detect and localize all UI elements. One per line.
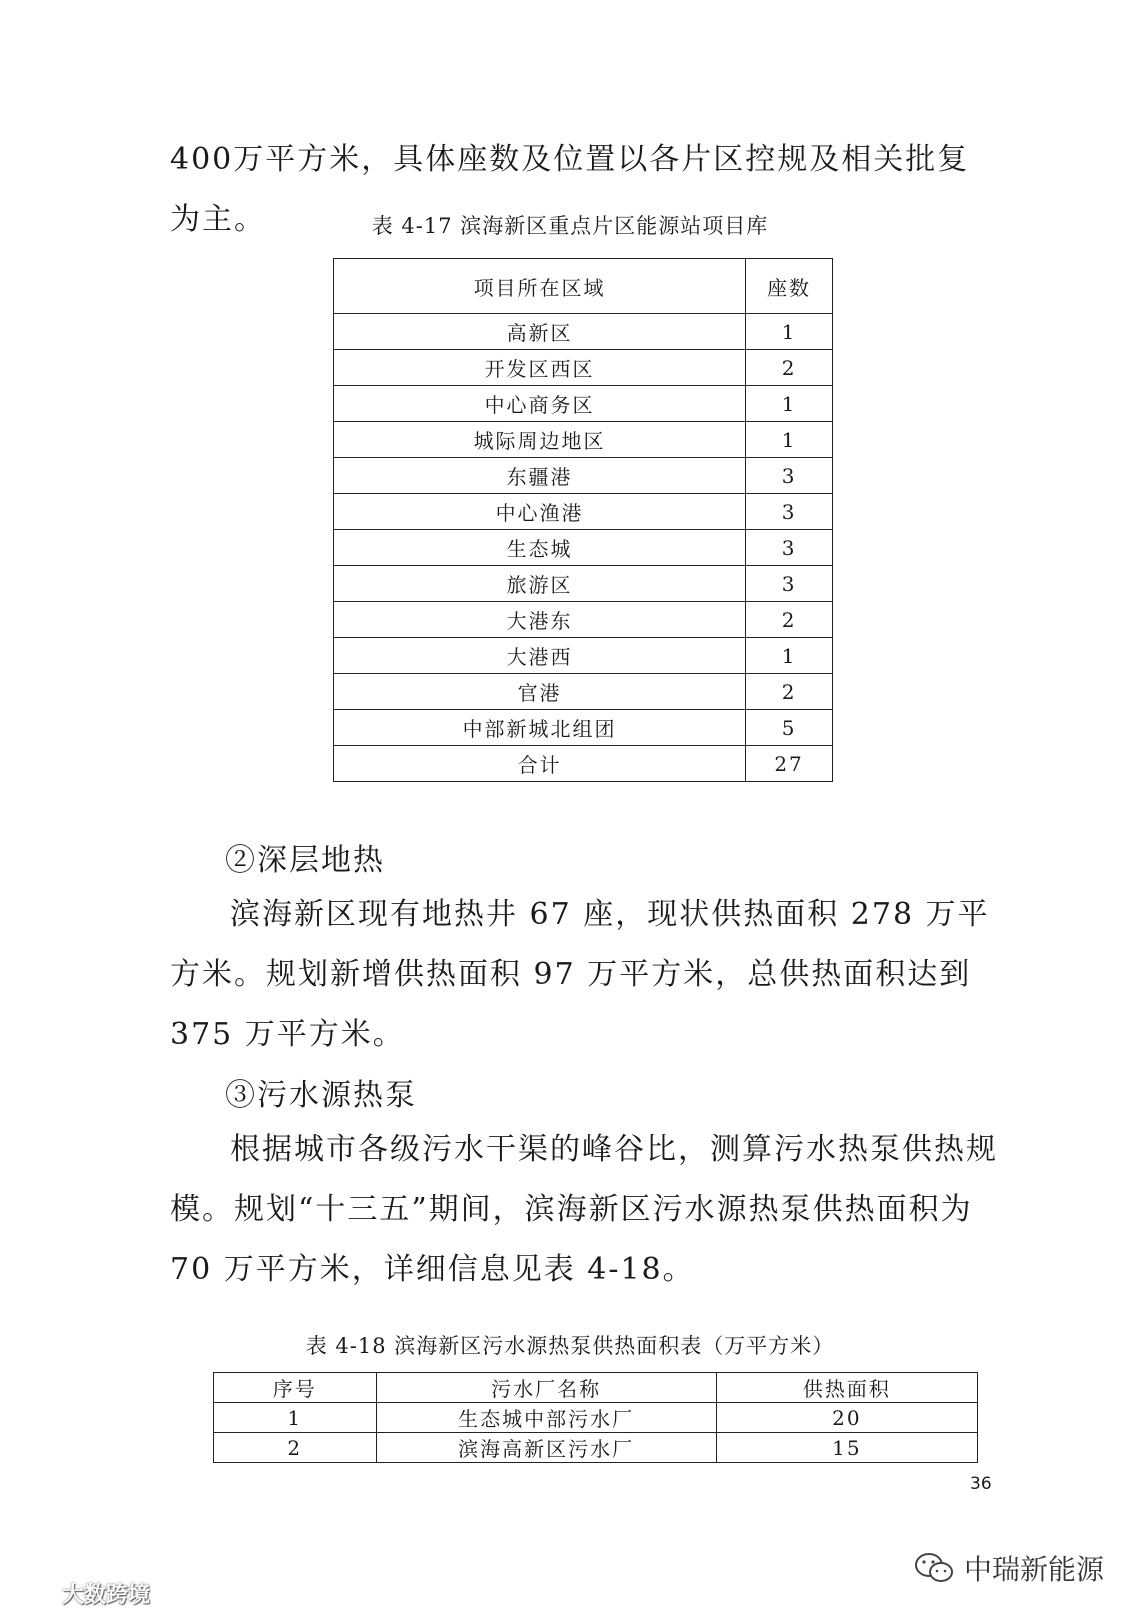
wechat-icon xyxy=(914,1551,954,1585)
logo-icon xyxy=(22,1583,56,1605)
table-header-row xyxy=(334,259,833,314)
table-cell: 开发区西区 xyxy=(334,350,746,386)
table-cell: 滨海高新区污水厂 xyxy=(376,1433,716,1463)
table-row xyxy=(334,494,833,530)
table-cell: 1 xyxy=(746,422,833,458)
table-row xyxy=(334,710,833,746)
table-cell: 15 xyxy=(716,1433,977,1463)
table-cell: 大港东 xyxy=(334,602,746,638)
section-heading-sewage-heat-pump: ③污水源热泵 xyxy=(225,1078,417,1113)
table-cell: 2 xyxy=(746,602,833,638)
table1-caption: 表 4-17 滨海新区重点片区能源站项目库 xyxy=(371,214,769,238)
header-count: 座数 xyxy=(746,259,833,314)
watermark-left-text: 大数跨境 xyxy=(62,1583,151,1608)
table-row xyxy=(334,746,833,782)
section-heading-geothermal: ②深层地热 xyxy=(225,843,385,878)
table-row xyxy=(334,422,833,458)
table-cell: 27 xyxy=(746,746,833,782)
table2-caption: 表 4-18 滨海新区污水源热泵供热面积表（万平方米） xyxy=(305,1334,835,1358)
table-cell: 1 xyxy=(214,1403,377,1433)
intro-paragraph: 400万平方米，具体座数及位置以各片区控规及相关批复为主。 xyxy=(170,142,970,237)
table-cell: 中心商务区 xyxy=(334,386,746,422)
table-row xyxy=(334,566,833,602)
table-cell: 生态城中部污水厂 xyxy=(376,1403,716,1433)
energy-station-table xyxy=(333,258,833,782)
table-header-row xyxy=(214,1373,978,1403)
header-plant-name: 污水厂名称 xyxy=(376,1373,716,1403)
table-cell: 2 xyxy=(746,674,833,710)
table-row xyxy=(334,602,833,638)
table-row xyxy=(334,638,833,674)
table-cell: 旅游区 xyxy=(334,566,746,602)
table-cell: 2 xyxy=(214,1433,377,1463)
table-cell: 城际周边地区 xyxy=(334,422,746,458)
table-row xyxy=(334,386,833,422)
table-cell: 东疆港 xyxy=(334,458,746,494)
watermark-right-text: 中瑞新能源 xyxy=(963,1553,1104,1586)
table-cell: 高新区 xyxy=(334,314,746,350)
watermark-left xyxy=(22,1578,150,1609)
table-cell: 1 xyxy=(746,386,833,422)
energy-station-table-body xyxy=(334,314,833,782)
header-seq: 序号 xyxy=(214,1373,377,1403)
table-cell: 中部新城北组团 xyxy=(334,710,746,746)
sewage-heat-pump-table xyxy=(213,1372,978,1463)
table-cell: 1 xyxy=(746,638,833,674)
table-cell: 5 xyxy=(746,710,833,746)
table-cell: 2 xyxy=(746,350,833,386)
table-cell: 20 xyxy=(716,1403,977,1433)
table-row xyxy=(334,350,833,386)
table-cell: 合计 xyxy=(334,746,746,782)
sewage-heat-pump-table-body xyxy=(214,1403,978,1463)
table-row xyxy=(334,458,833,494)
watermark-right xyxy=(914,1548,1104,1588)
table-row xyxy=(334,674,833,710)
table-row xyxy=(334,314,833,350)
table-cell: 3 xyxy=(746,458,833,494)
section-text-sewage-heat-pump: 根据城市各级污水干渠的峰谷比，测算污水热泵供热规模。规划“十三五”期间，滨海新区污水源热泵供热面积为 70 万平方米，详细信息见表 4-18。 xyxy=(170,1132,998,1287)
table-cell: 3 xyxy=(746,494,833,530)
table-cell: 大港西 xyxy=(334,638,746,674)
table-row xyxy=(214,1403,978,1433)
table-cell: 生态城 xyxy=(334,530,746,566)
table-cell: 中心渔港 xyxy=(334,494,746,530)
table-cell: 1 xyxy=(746,314,833,350)
table-cell: 3 xyxy=(746,566,833,602)
table-cell: 3 xyxy=(746,530,833,566)
header-region: 项目所在区域 xyxy=(334,259,746,314)
page-number: 36 xyxy=(970,1474,992,1494)
section-text-geothermal: 滨海新区现有地热井 67 座，现状供热面积 278 万平方米。规划新增供热面积 97 万平方米，总供热面积达到 375 万平方米。 xyxy=(170,897,990,1052)
table-row xyxy=(214,1433,978,1463)
header-heating-area: 供热面积 xyxy=(716,1373,977,1403)
table-row xyxy=(334,530,833,566)
table-cell: 官港 xyxy=(334,674,746,710)
